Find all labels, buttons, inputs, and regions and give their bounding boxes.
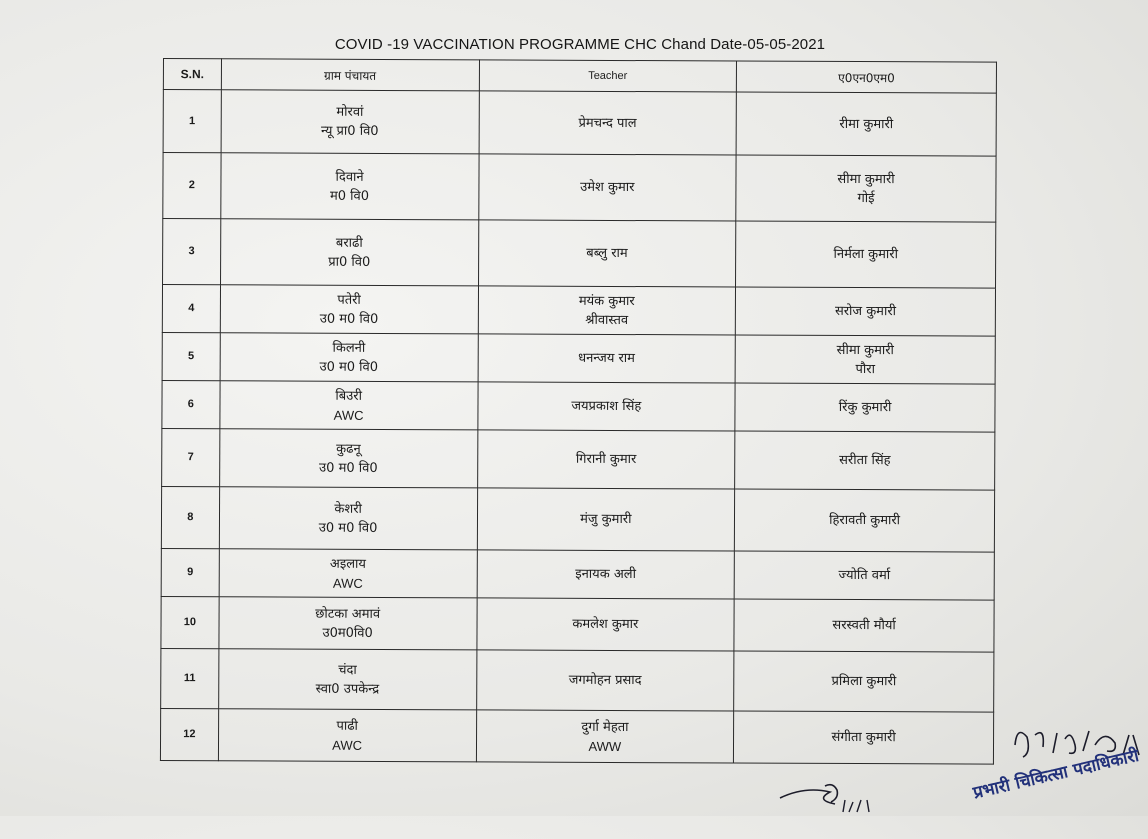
table-row [163, 153, 996, 223]
cell-anm [734, 551, 994, 600]
cell-teacher-line: गिरानी कुमार [575, 451, 637, 468]
cell-gram-panchayat [218, 709, 476, 762]
cell-anm [735, 383, 995, 432]
cell-gram-panchayat-line: न्यू प्रा0 वि0 [321, 123, 379, 139]
cell-gram-panchayat [219, 429, 477, 488]
cell-sn: 9 [161, 548, 219, 596]
cell-teacher-line: उमेश कुमार [580, 179, 635, 196]
table-row [161, 486, 994, 552]
cell-teacher [477, 550, 735, 599]
cell-anm-line: सीमा कुमारी [836, 342, 894, 358]
cell-gram-panchayat [220, 381, 478, 430]
cell-gram-panchayat [220, 285, 478, 334]
cell-teacher [478, 286, 736, 335]
table-row [161, 548, 994, 600]
cell-anm-line: ज्योति वर्मा [838, 567, 891, 584]
cell-teacher [476, 650, 734, 711]
cell-teacher-line: मंजु कुमारी [580, 511, 632, 528]
table-row [162, 332, 995, 384]
cell-gram-panchayat-line: म0 वि0 [329, 188, 370, 204]
cell-sn: 11 [161, 648, 219, 708]
cell-gram-panchayat [218, 649, 476, 710]
cell-teacher-line: जगमोहन प्रसाद [568, 672, 642, 689]
cell-anm [734, 599, 994, 652]
cell-gram-panchayat-line: AWC [333, 407, 364, 423]
cell-teacher [476, 710, 734, 763]
cell-gram-panchayat-line: उ0म0वि0 [322, 625, 373, 641]
stamp-text: प्रभारी चिकित्सा पदाधिकारी [971, 745, 1141, 804]
cell-gram-panchayat-line: छोटका अमावं [315, 606, 381, 622]
cell-anm [735, 335, 995, 384]
cell-gram-panchayat-line: उ0 म0 वि0 [319, 460, 378, 476]
cell-sn: 1 [163, 90, 221, 153]
cell-gram-panchayat-line: पाढी [336, 718, 358, 734]
cell-teacher [478, 154, 736, 221]
vaccination-table [160, 58, 997, 765]
header-teacher: Teacher [479, 60, 737, 92]
cell-gram-panchayat-line: उ0 म0 वि0 [319, 359, 379, 375]
cell-gram-panchayat [219, 487, 477, 550]
cell-anm [735, 287, 995, 336]
cell-anm-line: सरोज कुमारी [834, 303, 897, 320]
cell-anm-line: रीमा कुमारी [839, 116, 894, 132]
cell-gram-panchayat-line: उ0 म0 वि0 [318, 520, 378, 536]
cell-gram-panchayat-line: AWC [332, 737, 363, 753]
cell-anm-line: हिरावती कुमारी [829, 512, 901, 529]
cell-teacher [476, 598, 734, 651]
cell-gram-panchayat-line: केशरी [334, 501, 362, 517]
table-row [162, 428, 995, 490]
cell-teacher [479, 91, 737, 155]
header-anm: ए0एन0एम0 [737, 61, 997, 93]
cell-gram-panchayat [220, 219, 478, 286]
cell-gram-panchayat-line: AWC [332, 575, 363, 591]
cell-teacher [477, 488, 735, 551]
cell-anm-line: संगीता कुमारी [831, 729, 896, 746]
cell-anm [735, 489, 995, 552]
cell-teacher-line: इनायक अली [575, 566, 637, 583]
cell-sn: 10 [161, 596, 219, 648]
table-row [161, 648, 994, 712]
cell-anm-line: पौरा [855, 361, 875, 377]
cell-gram-panchayat [220, 333, 478, 382]
cell-gram-panchayat [221, 90, 479, 154]
cell-anm-line: सरस्वती मौर्या [832, 617, 896, 634]
cell-gram-panchayat-line: अइलाय [329, 556, 366, 572]
cell-gram-panchayat-line: बिउरी [335, 388, 362, 404]
table-row [160, 708, 993, 764]
cell-teacher [477, 430, 735, 489]
cell-anm [736, 221, 996, 288]
cell-sn: 2 [163, 153, 221, 219]
cell-gram-panchayat-line: मोरवां [336, 104, 364, 120]
cell-anm [734, 711, 994, 764]
table-row [162, 285, 995, 337]
cell-sn: 7 [162, 428, 220, 486]
cell-gram-panchayat-line: स्वा0 उपकेन्द्र [315, 681, 380, 697]
cell-teacher-line: दुर्गा मेहता [581, 719, 629, 735]
cell-gram-panchayat-line: बराढी [335, 235, 363, 251]
cell-teacher-line: धनन्जय राम [578, 350, 636, 367]
document-title: COVID -19 VACCINATION PROGRAMME CHC Chand Date-05-05-2021 [334, 36, 826, 53]
cell-gram-panchayat [219, 549, 477, 598]
cell-anm-line: सीमा कुमारी [837, 171, 895, 187]
cell-sn: 12 [160, 708, 218, 760]
cell-gram-panchayat [219, 597, 477, 650]
cell-anm-line: सरीता सिंह [839, 452, 891, 469]
cell-teacher-line: प्रेमचन्द पाल [578, 115, 637, 131]
cell-teacher [478, 220, 736, 287]
table-row [163, 90, 996, 157]
cell-sn: 8 [161, 486, 219, 548]
cell-teacher-line: श्रीवास्तव [585, 312, 629, 328]
cell-sn: 5 [162, 332, 220, 380]
header-sn: S.N. [163, 59, 221, 90]
cell-gram-panchayat-line: चंदा [338, 662, 357, 678]
cell-anm-line: रिंकु कुमारी [838, 399, 892, 416]
cell-gram-panchayat-line: कुढनू [336, 441, 361, 457]
cell-anm-line: गोई [857, 190, 875, 206]
cell-gram-panchayat [221, 153, 479, 220]
cell-anm [736, 155, 996, 222]
cell-teacher [477, 382, 735, 431]
cell-teacher-line: AWW [588, 738, 622, 754]
signature-left [775, 778, 895, 816]
cell-teacher-line: जयप्रकाश सिंह [571, 398, 642, 415]
cell-sn: 4 [162, 285, 220, 333]
cell-anm-line: प्रमिला कुमारी [831, 673, 897, 690]
cell-teacher-line: मयंक कुमार [578, 293, 635, 309]
table-row [161, 596, 994, 652]
table-row [162, 380, 995, 432]
cell-gram-panchayat-line: पतेरी [337, 292, 361, 308]
cell-anm [735, 431, 995, 490]
cell-teacher [478, 334, 736, 383]
table-header-row [163, 59, 996, 94]
cell-teacher-line: बब्लु राम [586, 245, 628, 262]
cell-gram-panchayat-line: उ0 म0 वि0 [319, 311, 379, 327]
cell-sn: 3 [163, 219, 221, 285]
header-gram-panchayat: ग्राम पंचायत [221, 59, 479, 91]
cell-gram-panchayat-line: दिवाने [335, 169, 364, 185]
table-row [163, 219, 996, 289]
cell-anm-line: निर्मला कुमारी [833, 246, 899, 263]
cell-gram-panchayat-line: प्रा0 वि0 [328, 254, 371, 270]
cell-gram-panchayat-line: किलनी [332, 340, 366, 356]
cell-teacher-line: कमलेश कुमार [572, 616, 639, 633]
cell-anm [734, 651, 994, 712]
cell-anm [736, 92, 996, 156]
cell-sn: 6 [162, 380, 220, 428]
